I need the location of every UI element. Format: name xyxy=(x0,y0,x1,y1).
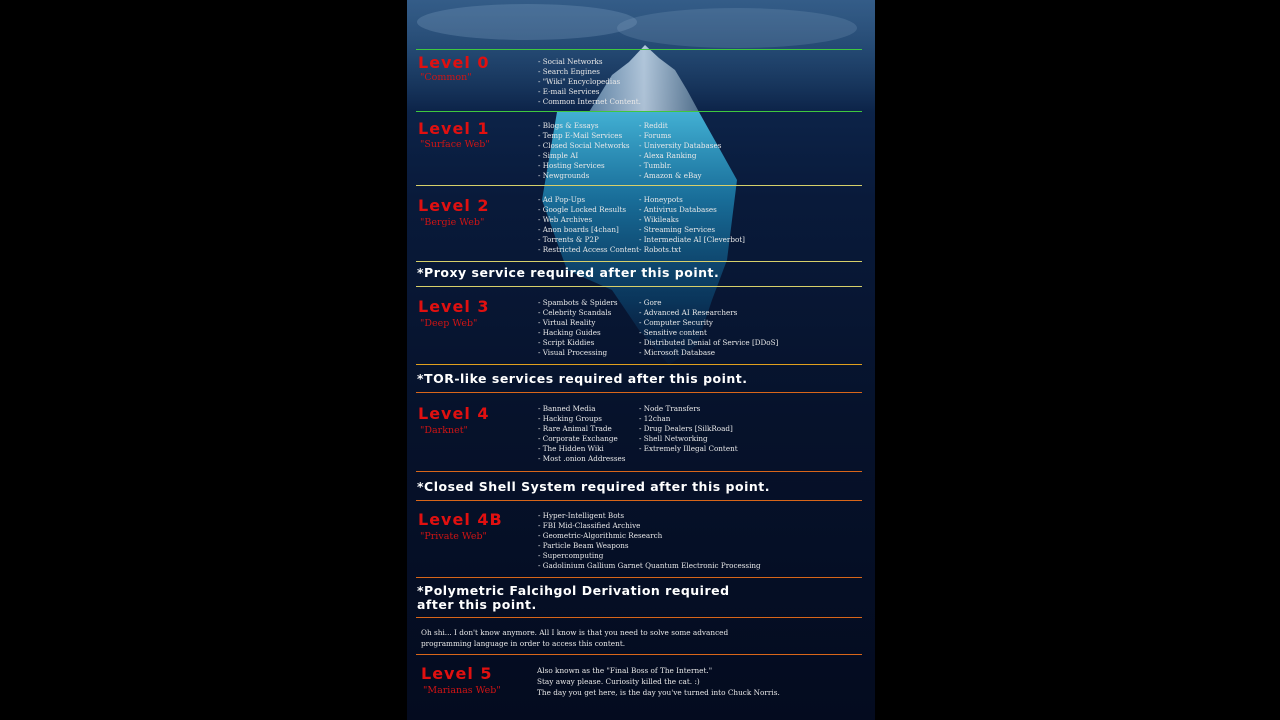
list-item: - Virtual Reality xyxy=(538,318,618,328)
list-item: - Social Networks xyxy=(538,57,641,67)
list-item: - Common Internet Content. xyxy=(538,97,641,107)
list-item: - Computer Security xyxy=(639,318,778,328)
list-item: - Particle Beam Weapons xyxy=(538,541,761,551)
list-item: - Microsoft Database xyxy=(639,348,778,358)
level3-list-col1 xyxy=(538,298,618,359)
level5-title: Level 5 xyxy=(421,664,493,683)
level2-title: Level 2 xyxy=(418,196,490,215)
list-item: - Closed Social Networks xyxy=(538,141,630,151)
list-item: - Sensitive content xyxy=(639,328,778,338)
level3-title: Level 3 xyxy=(418,297,490,316)
level0-subtitle: "Common" xyxy=(420,72,472,83)
list-item: - Node Transfers xyxy=(639,404,738,414)
level3-subtitle: "Deep Web" xyxy=(420,318,478,329)
list-item: - Antivirus Databases xyxy=(639,205,745,215)
level0-title: Level 0 xyxy=(418,53,490,72)
level2-subtitle: "Bergie Web" xyxy=(420,217,485,228)
level1-subtitle: "Surface Web" xyxy=(420,139,490,150)
list-item: - Torrents & P2P xyxy=(538,235,639,245)
polymetric-notice-line1: *Polymetric Falcihgol Derivation required xyxy=(417,583,730,598)
list-item: - Most .onion Addresses xyxy=(538,454,625,464)
list-item: - Gadolinium Gallium Garnet Quantum Electronic Processing xyxy=(538,561,761,571)
list-item: - Script Kiddies xyxy=(538,338,618,348)
list-item: - Forums xyxy=(639,131,721,141)
divider xyxy=(416,364,862,365)
cloud xyxy=(617,8,857,48)
level3-list-col2 xyxy=(639,298,778,359)
divider xyxy=(416,471,862,472)
list-item: - Honeypots xyxy=(639,195,745,205)
list-item: - Reddit xyxy=(639,121,721,131)
list-item: - Corporate Exchange xyxy=(538,434,625,444)
level4b-list xyxy=(538,511,761,572)
unknown-note-line2: programming language in order to access this content. xyxy=(421,639,626,648)
list-item: - University Databases xyxy=(639,141,721,151)
list-item: - Ad Pop-Ups xyxy=(538,195,639,205)
divider xyxy=(416,392,862,393)
list-item: - Tumblr. xyxy=(639,161,721,171)
list-item: - FBI Mid-Classified Archive xyxy=(538,521,761,531)
list-item: - Streaming Services xyxy=(639,225,745,235)
iceberg-illustration xyxy=(407,0,875,720)
list-item: - Banned Media xyxy=(538,404,625,414)
divider xyxy=(416,500,862,501)
level4-title: Level 4 xyxy=(418,404,490,423)
list-item: - Restricted Access Content xyxy=(538,245,639,255)
list-item: - Drug Dealers [SilkRoad] xyxy=(639,424,738,434)
list-item: - Gore xyxy=(639,298,778,308)
list-item: - E-mail Services xyxy=(538,87,641,97)
list-item: - Hacking Guides xyxy=(538,328,618,338)
list-item: - Hosting Services xyxy=(538,161,630,171)
list-item: - Advanced AI Researchers xyxy=(639,308,778,318)
list-item: - The Hidden Wiki xyxy=(538,444,625,454)
list-item: - Newgrounds xyxy=(538,171,630,181)
divider xyxy=(416,49,862,50)
cloud xyxy=(417,4,637,40)
list-item: - Distributed Denial of Service [DDoS] xyxy=(639,338,778,348)
list-item: - Extremely Illegal Content xyxy=(639,444,738,454)
list-item: - Alexa Ranking xyxy=(639,151,721,161)
shell-notice: *Closed Shell System required after this point. xyxy=(417,479,770,494)
list-item: - Hyper-Intelligent Bots xyxy=(538,511,761,521)
level1-list-col2 xyxy=(639,121,721,182)
list-item: - "Wiki" Encyclopedias xyxy=(538,77,641,87)
level5-line3: The day you get here, is the day you've turned into Chuck Norris. xyxy=(537,688,780,697)
level4-list-col2 xyxy=(639,404,738,454)
level5-line2: Stay away please. Curiosity killed the cat. :) xyxy=(537,677,700,686)
list-item: - Blogs & Essays xyxy=(538,121,630,131)
list-item: - Geometric-Algorithmic Research xyxy=(538,531,761,541)
list-item: - Supercomputing xyxy=(538,551,761,561)
divider xyxy=(416,654,862,655)
iceberg-poster xyxy=(407,0,875,720)
list-item: - Google Locked Results xyxy=(538,205,639,215)
polymetric-notice-line2: after this point. xyxy=(417,597,537,612)
list-item: - Anon boards [4chan] xyxy=(538,225,639,235)
list-item: - Temp E-Mail Services xyxy=(538,131,630,141)
level4b-title: Level 4B xyxy=(418,510,503,529)
unknown-note-line1: Oh shi... I don't know anymore. All I know is that you need to solve some advanced xyxy=(421,628,729,637)
list-item: - Web Archives xyxy=(538,215,639,225)
list-item: - Amazon & eBay xyxy=(639,171,721,181)
list-item: - Visual Processing xyxy=(538,348,618,358)
level5-subtitle: "Marianas Web" xyxy=(423,685,501,696)
divider xyxy=(416,185,862,186)
level5-line1: Also known as the "Final Boss of The Internet." xyxy=(537,666,713,675)
divider xyxy=(416,617,862,618)
tor-notice: *TOR-like services required after this point. xyxy=(417,371,748,386)
level1-list-col1 xyxy=(538,121,630,182)
list-item: - 12chan xyxy=(639,414,738,424)
level4-list-col1 xyxy=(538,404,625,465)
list-item: - Rare Animal Trade xyxy=(538,424,625,434)
list-item: - Hacking Groups xyxy=(538,414,625,424)
list-item: - Spambots & Spiders xyxy=(538,298,618,308)
divider xyxy=(416,577,862,578)
list-item: - Wikileaks xyxy=(639,215,745,225)
list-item: - Robots.txt xyxy=(639,245,745,255)
level0-list xyxy=(538,57,641,107)
level4b-subtitle: "Private Web" xyxy=(420,531,487,542)
level2-list-col2 xyxy=(639,195,745,256)
level2-list-col1 xyxy=(538,195,639,256)
divider xyxy=(416,111,862,112)
divider xyxy=(416,261,862,262)
proxy-notice: *Proxy service required after this point. xyxy=(417,265,720,280)
divider xyxy=(416,286,862,287)
list-item: - Search Engines xyxy=(538,67,641,77)
list-item: - Celebrity Scandals xyxy=(538,308,618,318)
list-item: - Intermediate AI [Cleverbot] xyxy=(639,235,745,245)
list-item: - Shell Networking xyxy=(639,434,738,444)
list-item: - Simple AI xyxy=(538,151,630,161)
level4-subtitle: "Darknet" xyxy=(420,425,468,436)
level1-title: Level 1 xyxy=(418,119,490,138)
